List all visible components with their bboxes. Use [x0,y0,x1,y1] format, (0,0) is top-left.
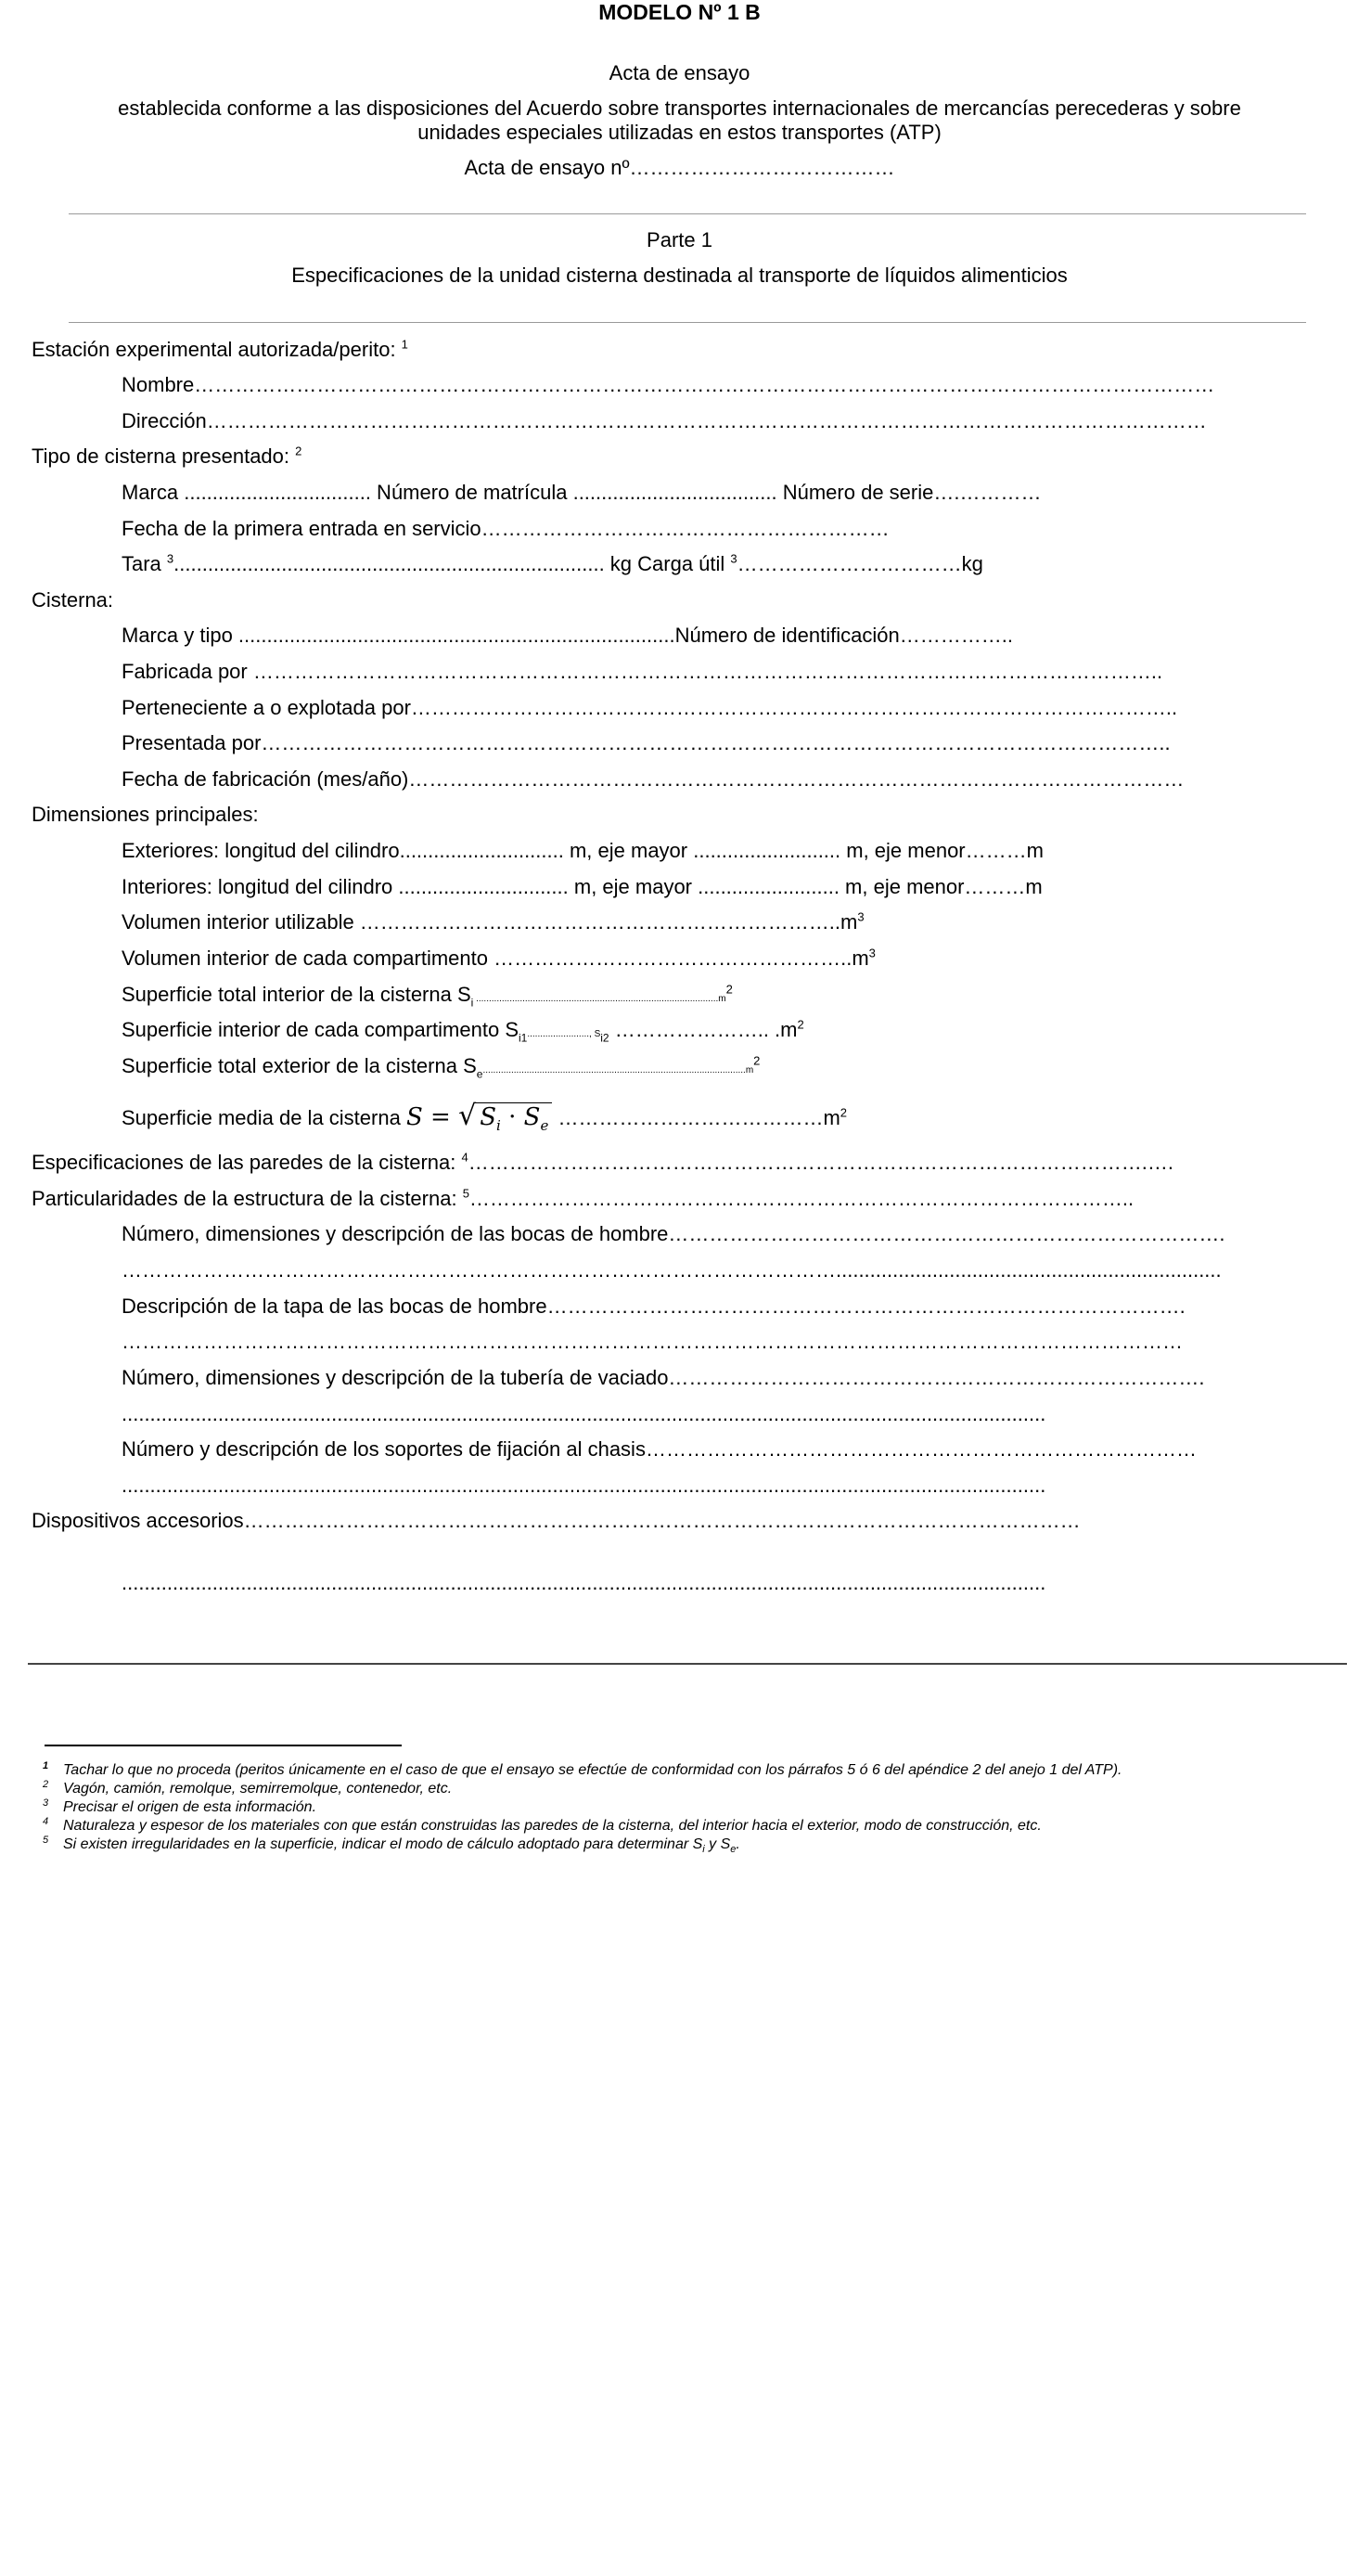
particularidades-field[interactable]: Particularidades de la estructura de la cisterna: $^5$…………………………………………………………………………………….. [32,1186,1135,1210]
exteriores-field[interactable]: Exteriores: longitud del cilindro............................. m, eje mayor .......................... m, eje menor………m [122,839,1044,862]
section-divider [28,1663,1347,1665]
fecha-fabricacion-field[interactable]: Fecha de fabricación (mes/año)…………………………………………………………………………………………………… [122,767,1185,791]
part-description: Especificaciones de la unidad cisterna destinada al transporte de líquidos alimenticios [291,264,1068,287]
bocas-hombre-field[interactable]: Número, dimensiones y descripción de las bocas de hombre………………………………………………………………………. [122,1222,1225,1245]
sqrt-icon: √ [458,1100,477,1132]
marca-matricula-serie-field[interactable]: Marca ................................. Número de matrícula .................................... Número de serie….………… [122,481,1042,504]
tapa-bocas-field[interactable]: Descripción de la tapa de las bocas de hombre…………………………………………………………………………………. [122,1294,1186,1318]
footnote-ref: 2 [295,444,302,458]
estacion-label: Estación experimental autorizada/perito: $^1$ [32,337,408,361]
superficie-exterior-field[interactable]: Superficie total exterior de la cisterna $S_e......................................................................................................m^2$ [122,1053,761,1081]
footnote-ref: 1 [401,337,408,352]
footnote-5: 5 Si existen irregularidades en la superficie, indicar el modo de cálculo adoptado para determinar $S_i$ y $S_e$. [43,1834,740,1856]
footnote-3: 3 Precisar el origen de esta información. [43,1797,317,1815]
nombre-field[interactable]: Nombre…………………………………………………………………………………………………………………………………… [122,373,1215,396]
intro-line-1: establecida conforme a las disposiciones del Acuerdo sobre transportes internacionales de mercancías perecederas y sobre [118,97,1241,120]
soportes-field[interactable]: Número y descripción de los soportes de fijación al chasis……………………………………………………………………… [122,1437,1197,1461]
tara-carga-field[interactable]: Tara $^3$............................................................................ kg Carga útil $^3$……………………………kg [122,551,983,575]
part-heading: Parte 1 [647,228,712,251]
dispositivos-field[interactable]: Dispositivos accesorios…………………………………………………………………………………………………………… [32,1509,1081,1532]
document-subtitle: Acta de ensayo [609,61,750,84]
radicand: $S_i \cdot S_e$ [476,1102,552,1131]
marca-tipo-field[interactable]: Marca y tipo .............................................................................Número de identificación…………….. [122,624,1013,647]
footnote-rule [45,1745,402,1746]
fecha-servicio-field[interactable]: Fecha de la primera entrada en servicio…………………………………………………… [122,517,890,540]
volumen-compartimento-field[interactable]: Volumen interior de cada compartimento $\dots\dots\dots\dots\dots\dots\dots\dots\dots\dots\dots\dots\dots\dots\dots\dots\dots..m^3$ [122,946,876,970]
report-number: Acta de ensayo nº………………………………… [464,156,895,179]
tuberia-vaciado-field[interactable]: Número, dimensiones y descripción de la tubería de vaciado……………………………………………………………………. [122,1366,1205,1389]
presentada-field[interactable]: Presentada por…………………………………………………………………………………………………………………….. [122,731,1171,754]
tuberia-vaciado-continuation[interactable]: ................................................................................................................................................................... [122,1402,1046,1425]
footnote-1: 1 Tachar lo que no proceda (peritos únicamente en el caso de que el ensayo se efectúe de conformidad con los párrafos 5 ó 6 del apéndice 2 del anejo 1 del ATP). [43,1759,1122,1778]
bocas-hombre-continuation[interactable]: …………………………………………………………………………………………….................................................................... [122,1258,1222,1282]
formula: S = √ $S_i \cdot S_e$ [406,1103,552,1131]
footnote-2: 2 Vagón, camión, remolque, semirremolque, contenedor, etc. [43,1778,453,1797]
footnote-ref: 4 [461,1150,468,1165]
tapa-bocas-continuation[interactable]: ………………………………………………………………………………………………………………………………………… [122,1330,1183,1353]
footnote-4: 4 Naturaleza y espesor de los materiales con que están construidas las paredes de la cisterna, del interior hacia el exterior, modo de construcción, etc. [43,1815,1042,1834]
cisterna-label: Cisterna: [32,588,114,612]
dimensiones-label: Dimensiones principales: [32,803,259,826]
fabricada-field[interactable]: Fabricada por …………………………………………………………………………………………………………………….. [122,660,1163,683]
tipo-cisterna-label: Tipo de cisterna presentado: $^2$ [32,444,302,468]
intro-line-2: unidades especiales utilizadas en estos transportes (ATP) [417,121,942,144]
divider [69,322,1306,323]
divider [69,213,1306,214]
soportes-continuation[interactable]: ................................................................................................................................................................... [122,1474,1046,1497]
interiores-field[interactable]: Interiores: longitud del cilindro .............................. m, eje mayor ......................... m, eje menor………m [122,875,1043,898]
superficie-media-field[interactable]: Superficie media de la cisterna S = √ $S_i \cdot S_e$ $\dots\dots\dots\dots\dots\dots\dots\dots\dots\dots\dots\dots\dots m^2$ [122,1100,848,1135]
document-title: MODELO Nº 1 B [598,0,761,24]
volumen-utilizable-field[interactable]: Volumen interior utilizable $\dots\dots\dots\dots\dots\dots\dots\dots\dots\dots\dots\dots\dots\dots\dots\dots\dots\dots\dots\dots\dots\dots\dots..m^3$ [122,909,865,934]
footnote-ref: 5 [462,1186,469,1201]
footnote-ref: 3 [166,551,174,566]
footnote-ref: 3 [730,551,737,566]
perteneciente-field[interactable]: Perteneciente a o explotada por………………………………………………………………………………………………….. [122,696,1178,719]
superficie-compartimento-field[interactable]: Superficie interior de cada compartimento $S_{i1}$........................, $S_{i2}$ ………………….. $.m^2$ [122,1017,804,1045]
paredes-field[interactable]: Especificaciones de las paredes de la cisterna: $^4$……………………………………………………………………………………….…. [32,1150,1173,1174]
direccion-field[interactable]: Dirección………………………………………………………………………………………………………………………………… [122,409,1207,432]
superficie-interior-field[interactable]: Superficie total interior de la cisterna $S_i$ $..............................................................................................m^2$ [122,982,733,1010]
dispositivos-continuation[interactable]: ................................................................................................................................................................... [122,1571,1046,1594]
